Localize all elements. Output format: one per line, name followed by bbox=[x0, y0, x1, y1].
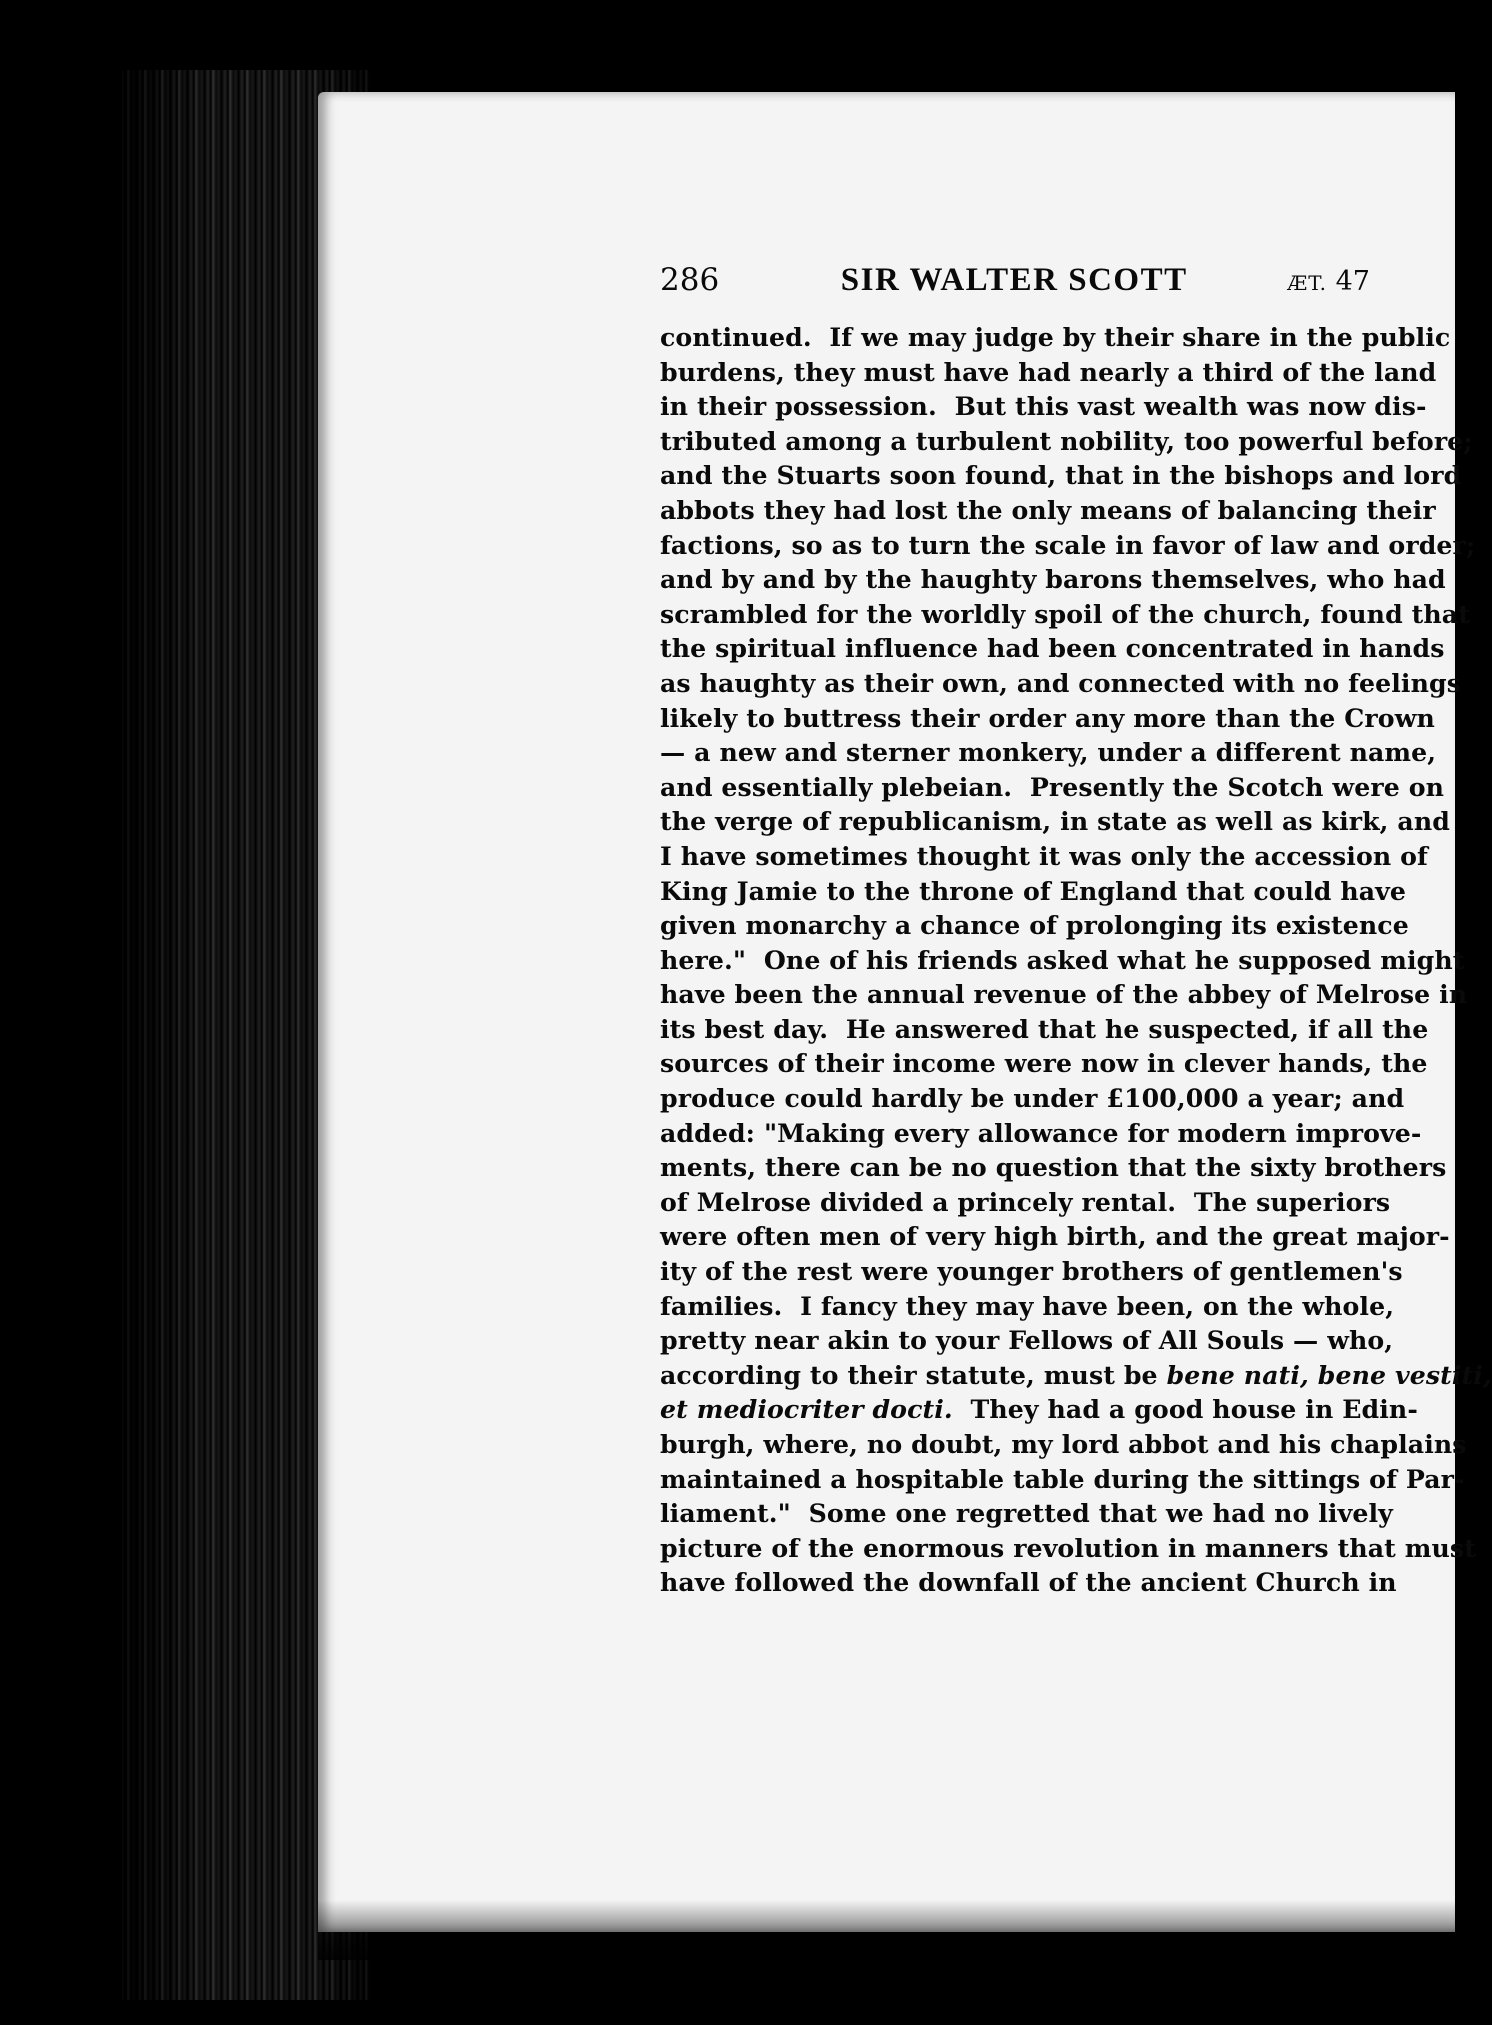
text-segment: pretty near akin to your Fellows of All Souls — who, bbox=[660, 1325, 1394, 1356]
text-line bbox=[660, 908, 1409, 943]
italic-text: bene nati, bene vestiti, bbox=[1166, 1359, 1492, 1390]
text-line bbox=[660, 1496, 1393, 1531]
text-segment: picture of the enormous revolution in manners that must bbox=[660, 1532, 1476, 1563]
text-segment: given monarchy a chance of prolonging its existence bbox=[660, 910, 1409, 941]
body-text bbox=[660, 320, 1492, 1600]
text-line bbox=[660, 839, 1428, 874]
text-line bbox=[660, 1012, 1429, 1047]
text-line bbox=[660, 597, 1470, 632]
text-line bbox=[660, 1289, 1395, 1324]
text-line bbox=[660, 631, 1445, 666]
text-segment: They had a good house in Edin- bbox=[952, 1394, 1418, 1425]
text-line bbox=[660, 1323, 1394, 1358]
text-line bbox=[660, 701, 1435, 736]
text-segment: have been the annual revenue of the abbey of Melrose in bbox=[660, 979, 1468, 1010]
aetat-marker bbox=[1287, 266, 1370, 297]
text-segment: and the Stuarts soon found, that in the bishops and lord bbox=[660, 460, 1462, 491]
text-segment: scrambled for the worldly spoil of the church, found that bbox=[660, 598, 1470, 629]
text-line bbox=[660, 389, 1427, 424]
text-segment: as haughty as their own, and connected with no feelings bbox=[660, 667, 1462, 698]
text-segment: continued. If we may judge by their share in the public bbox=[660, 322, 1451, 352]
text-segment: ity of the rest were younger brothers of gentlemen's bbox=[660, 1256, 1403, 1287]
text-line bbox=[660, 320, 1451, 355]
text-line bbox=[660, 1462, 1465, 1497]
text-segment: burgh, where, no doubt, my lord abbot and his chaplains bbox=[660, 1429, 1467, 1459]
text-line bbox=[660, 1150, 1447, 1185]
text-segment: King Jamie to the throne of England that could have bbox=[660, 875, 1407, 906]
italic-text: et mediocriter docti. bbox=[660, 1394, 953, 1425]
text-line bbox=[660, 977, 1468, 1012]
text-line bbox=[660, 1565, 1397, 1600]
text-segment: sources of their income were now in clever hands, the bbox=[660, 1048, 1428, 1079]
text-line bbox=[660, 874, 1407, 909]
text-line bbox=[660, 562, 1446, 597]
text-line bbox=[660, 1219, 1450, 1254]
text-line bbox=[660, 804, 1450, 839]
text-segment: according to their statute, must be bbox=[660, 1359, 1167, 1390]
text-segment: factions, so as to turn the scale in favor of law and order; bbox=[660, 529, 1476, 560]
text-line bbox=[660, 1392, 1418, 1427]
text-line bbox=[660, 735, 1437, 770]
text-line bbox=[660, 1046, 1428, 1081]
text-line bbox=[660, 666, 1462, 701]
text-line bbox=[660, 770, 1445, 805]
text-segment: — a new and sterner monkery, under a different name, bbox=[660, 737, 1437, 768]
text-segment: were often men of very high birth, and the great major- bbox=[660, 1221, 1450, 1252]
text-segment: liament." Some one regretted that we had no lively bbox=[660, 1498, 1393, 1529]
text-segment: and by and by the haughty barons themselves, who had bbox=[660, 564, 1446, 595]
text-segment: the verge of republicanism, in state as well as kirk, and bbox=[660, 806, 1450, 837]
text-segment: added: "Making every allowance for modern improve- bbox=[660, 1117, 1422, 1148]
text-segment: produce could hardly be under £100,000 a year; and bbox=[660, 1083, 1405, 1114]
text-line bbox=[660, 1358, 1492, 1393]
text-segment: here." One of his friends asked what he supposed might bbox=[660, 944, 1465, 975]
text-segment: and essentially plebeian. Presently the Scotch were on bbox=[660, 771, 1445, 802]
text-segment: its best day. He answered that he suspected, if all the bbox=[660, 1013, 1429, 1044]
text-segment: abbots they had lost the only means of balancing their bbox=[660, 494, 1436, 525]
text-line bbox=[660, 1531, 1476, 1566]
text-line bbox=[660, 424, 1473, 459]
text-segment: have followed the downfall of the ancient Church in bbox=[660, 1567, 1397, 1598]
aetat-label: ÆT. bbox=[1287, 271, 1328, 295]
running-title: SIR WALTER SCOTT bbox=[840, 262, 1188, 298]
text-segment: families. I fancy they may have been, on the whole, bbox=[660, 1290, 1395, 1321]
page-bottom-shadow bbox=[318, 1900, 1455, 1960]
text-line bbox=[660, 1427, 1467, 1462]
text-line bbox=[660, 1254, 1403, 1289]
text-segment: likely to buttress their order any more than the Crown bbox=[660, 702, 1435, 733]
text-line bbox=[660, 943, 1465, 978]
text-line bbox=[660, 355, 1437, 390]
text-line bbox=[660, 528, 1476, 563]
text-line bbox=[660, 458, 1462, 493]
text-segment: of Melrose divided a princely rental. The superiors bbox=[660, 1186, 1391, 1217]
text-line bbox=[660, 1081, 1405, 1116]
text-line bbox=[660, 1116, 1422, 1151]
page-number: 286 bbox=[660, 262, 720, 298]
text-segment: in their possession. But this vast wealth was now dis- bbox=[660, 391, 1427, 422]
text-segment: I have sometimes thought it was only the accession of bbox=[660, 840, 1428, 871]
aetat-value: 47 bbox=[1335, 266, 1370, 297]
text-line bbox=[660, 1185, 1391, 1220]
text-line bbox=[660, 493, 1436, 528]
text-segment: maintained a hospitable table during the sittings of Par- bbox=[660, 1463, 1465, 1494]
running-head bbox=[660, 262, 1370, 312]
text-block bbox=[660, 262, 1492, 1600]
text-segment: the spiritual influence had been concentrated in hands bbox=[660, 633, 1445, 664]
text-segment: ments, there can be no question that the sixty brothers bbox=[660, 1152, 1447, 1183]
text-segment: burdens, they must have had nearly a third of the land bbox=[660, 356, 1437, 387]
text-segment: tributed among a turbulent nobility, too powerful before; bbox=[660, 425, 1473, 456]
